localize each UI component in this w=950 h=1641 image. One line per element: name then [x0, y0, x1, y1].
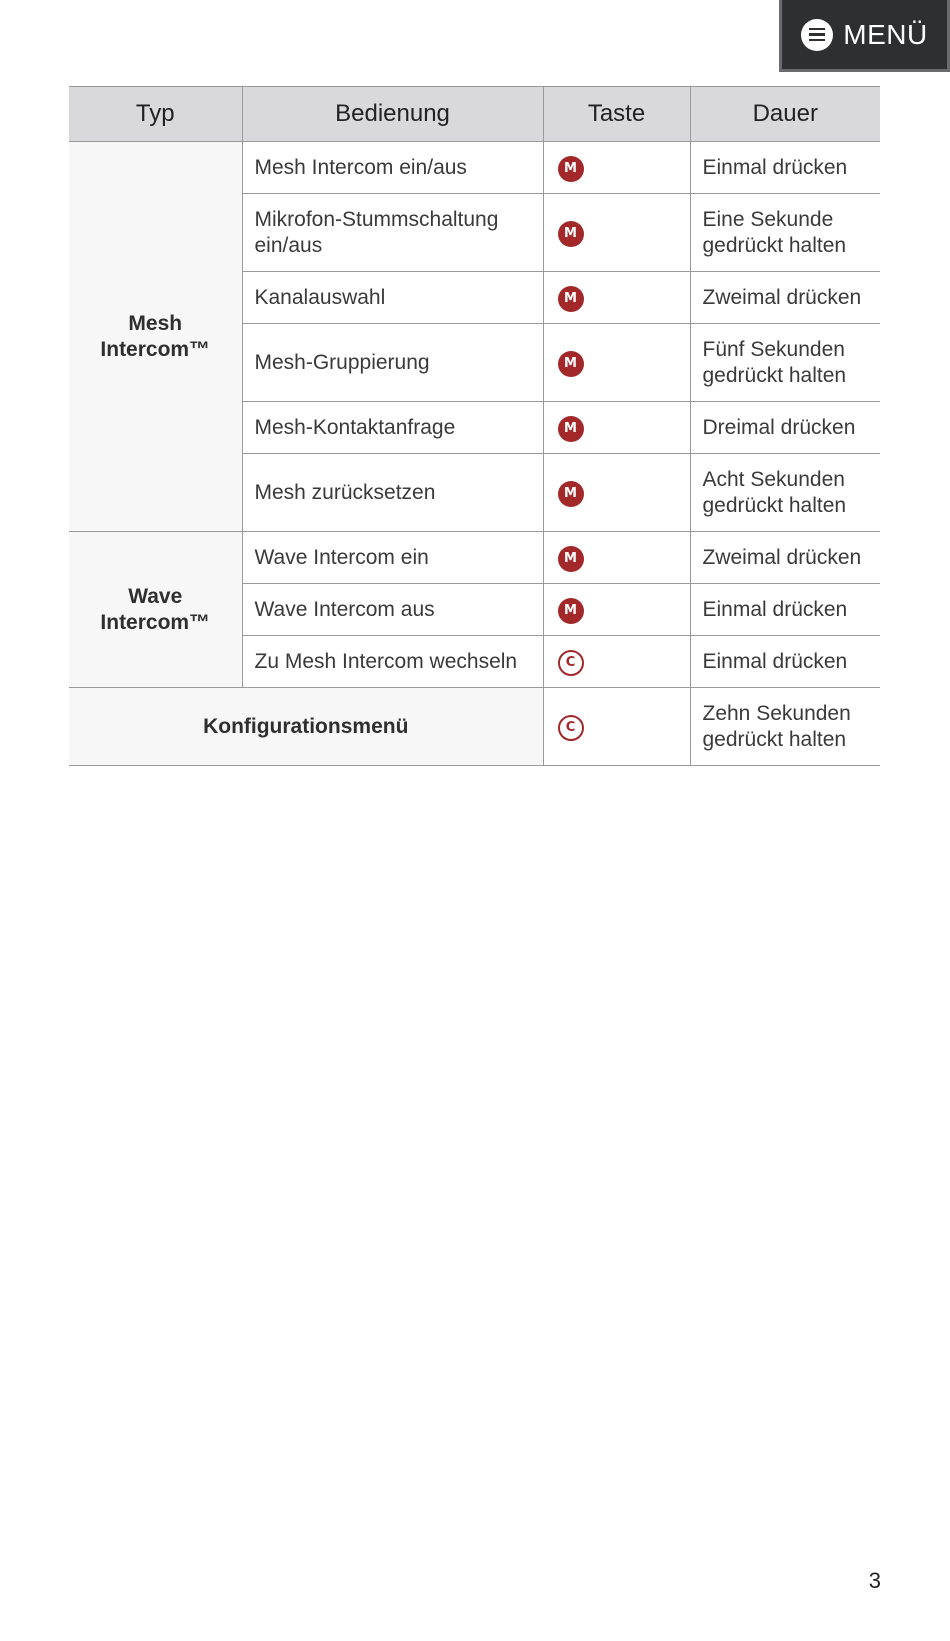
action-cell: Wave Intercom ein [242, 532, 543, 584]
duration-cell: Eine Sekunde gedrückt halten [690, 194, 880, 272]
action-cell: Mikrofon-Stummschaltung ein/aus [242, 194, 543, 272]
table-header-row [69, 87, 880, 142]
action-cell: Mesh-Gruppierung [242, 324, 543, 402]
header-duration: Dauer [690, 87, 880, 142]
config-menu-label: Konfigurationsmenü [69, 688, 543, 766]
key-cell [543, 688, 690, 766]
table-row [69, 532, 880, 584]
action-cell: Wave Intercom aus [242, 584, 543, 636]
duration-cell: Einmal drücken [690, 142, 880, 194]
key-cell [543, 584, 690, 636]
header-operation: Bedienung [242, 87, 543, 142]
key-cell [543, 402, 690, 454]
m-button-icon: M [558, 286, 584, 312]
table-row-config [69, 688, 880, 766]
action-cell: Mesh zurücksetzen [242, 454, 543, 532]
duration-cell: Zweimal drücken [690, 532, 880, 584]
type-cell-mesh-intercom [69, 142, 242, 532]
c-button-icon: C [558, 650, 584, 676]
duration-cell: Zehn Sekunden gedrückt halten [690, 688, 880, 766]
table-row [69, 142, 880, 194]
m-button-icon: M [558, 481, 584, 507]
header-type: Typ [69, 87, 242, 142]
duration-cell: Einmal drücken [690, 584, 880, 636]
menu-button[interactable] [779, 0, 950, 72]
type-label: Wave Intercom™ [100, 584, 211, 634]
action-cell: Kanalauswahl [242, 272, 543, 324]
duration-cell: Fünf Sekunden gedrückt halten [690, 324, 880, 402]
m-button-icon: M [558, 221, 584, 247]
key-cell [543, 454, 690, 532]
menu-icon [801, 19, 833, 51]
key-cell [543, 272, 690, 324]
page-number: 3 [868, 1568, 881, 1593]
action-cell: Mesh-Kontaktanfrage [242, 402, 543, 454]
duration-cell: Acht Sekunden gedrückt halten [690, 454, 880, 532]
menu-label: MENÜ [843, 18, 928, 50]
key-cell [543, 194, 690, 272]
key-cell [543, 324, 690, 402]
key-cell [543, 142, 690, 194]
duration-cell: Zweimal drücken [690, 272, 880, 324]
duration-cell: Einmal drücken [690, 636, 880, 688]
key-cell [543, 532, 690, 584]
m-button-icon: M [558, 416, 584, 442]
button-operation-table [69, 86, 880, 766]
duration-cell: Dreimal drücken [690, 402, 880, 454]
c-button-icon: C [558, 715, 584, 741]
m-button-icon: M [558, 546, 584, 572]
header-button: Taste [543, 87, 690, 142]
m-button-icon: M [558, 598, 584, 624]
type-cell-wave-intercom [69, 532, 242, 688]
type-label: Mesh Intercom™ [100, 311, 211, 361]
key-cell [543, 636, 690, 688]
m-button-icon: M [558, 351, 584, 377]
m-button-icon: M [558, 156, 584, 182]
action-cell: Mesh Intercom ein/aus [242, 142, 543, 194]
action-cell: Zu Mesh Intercom wechseln [242, 636, 543, 688]
